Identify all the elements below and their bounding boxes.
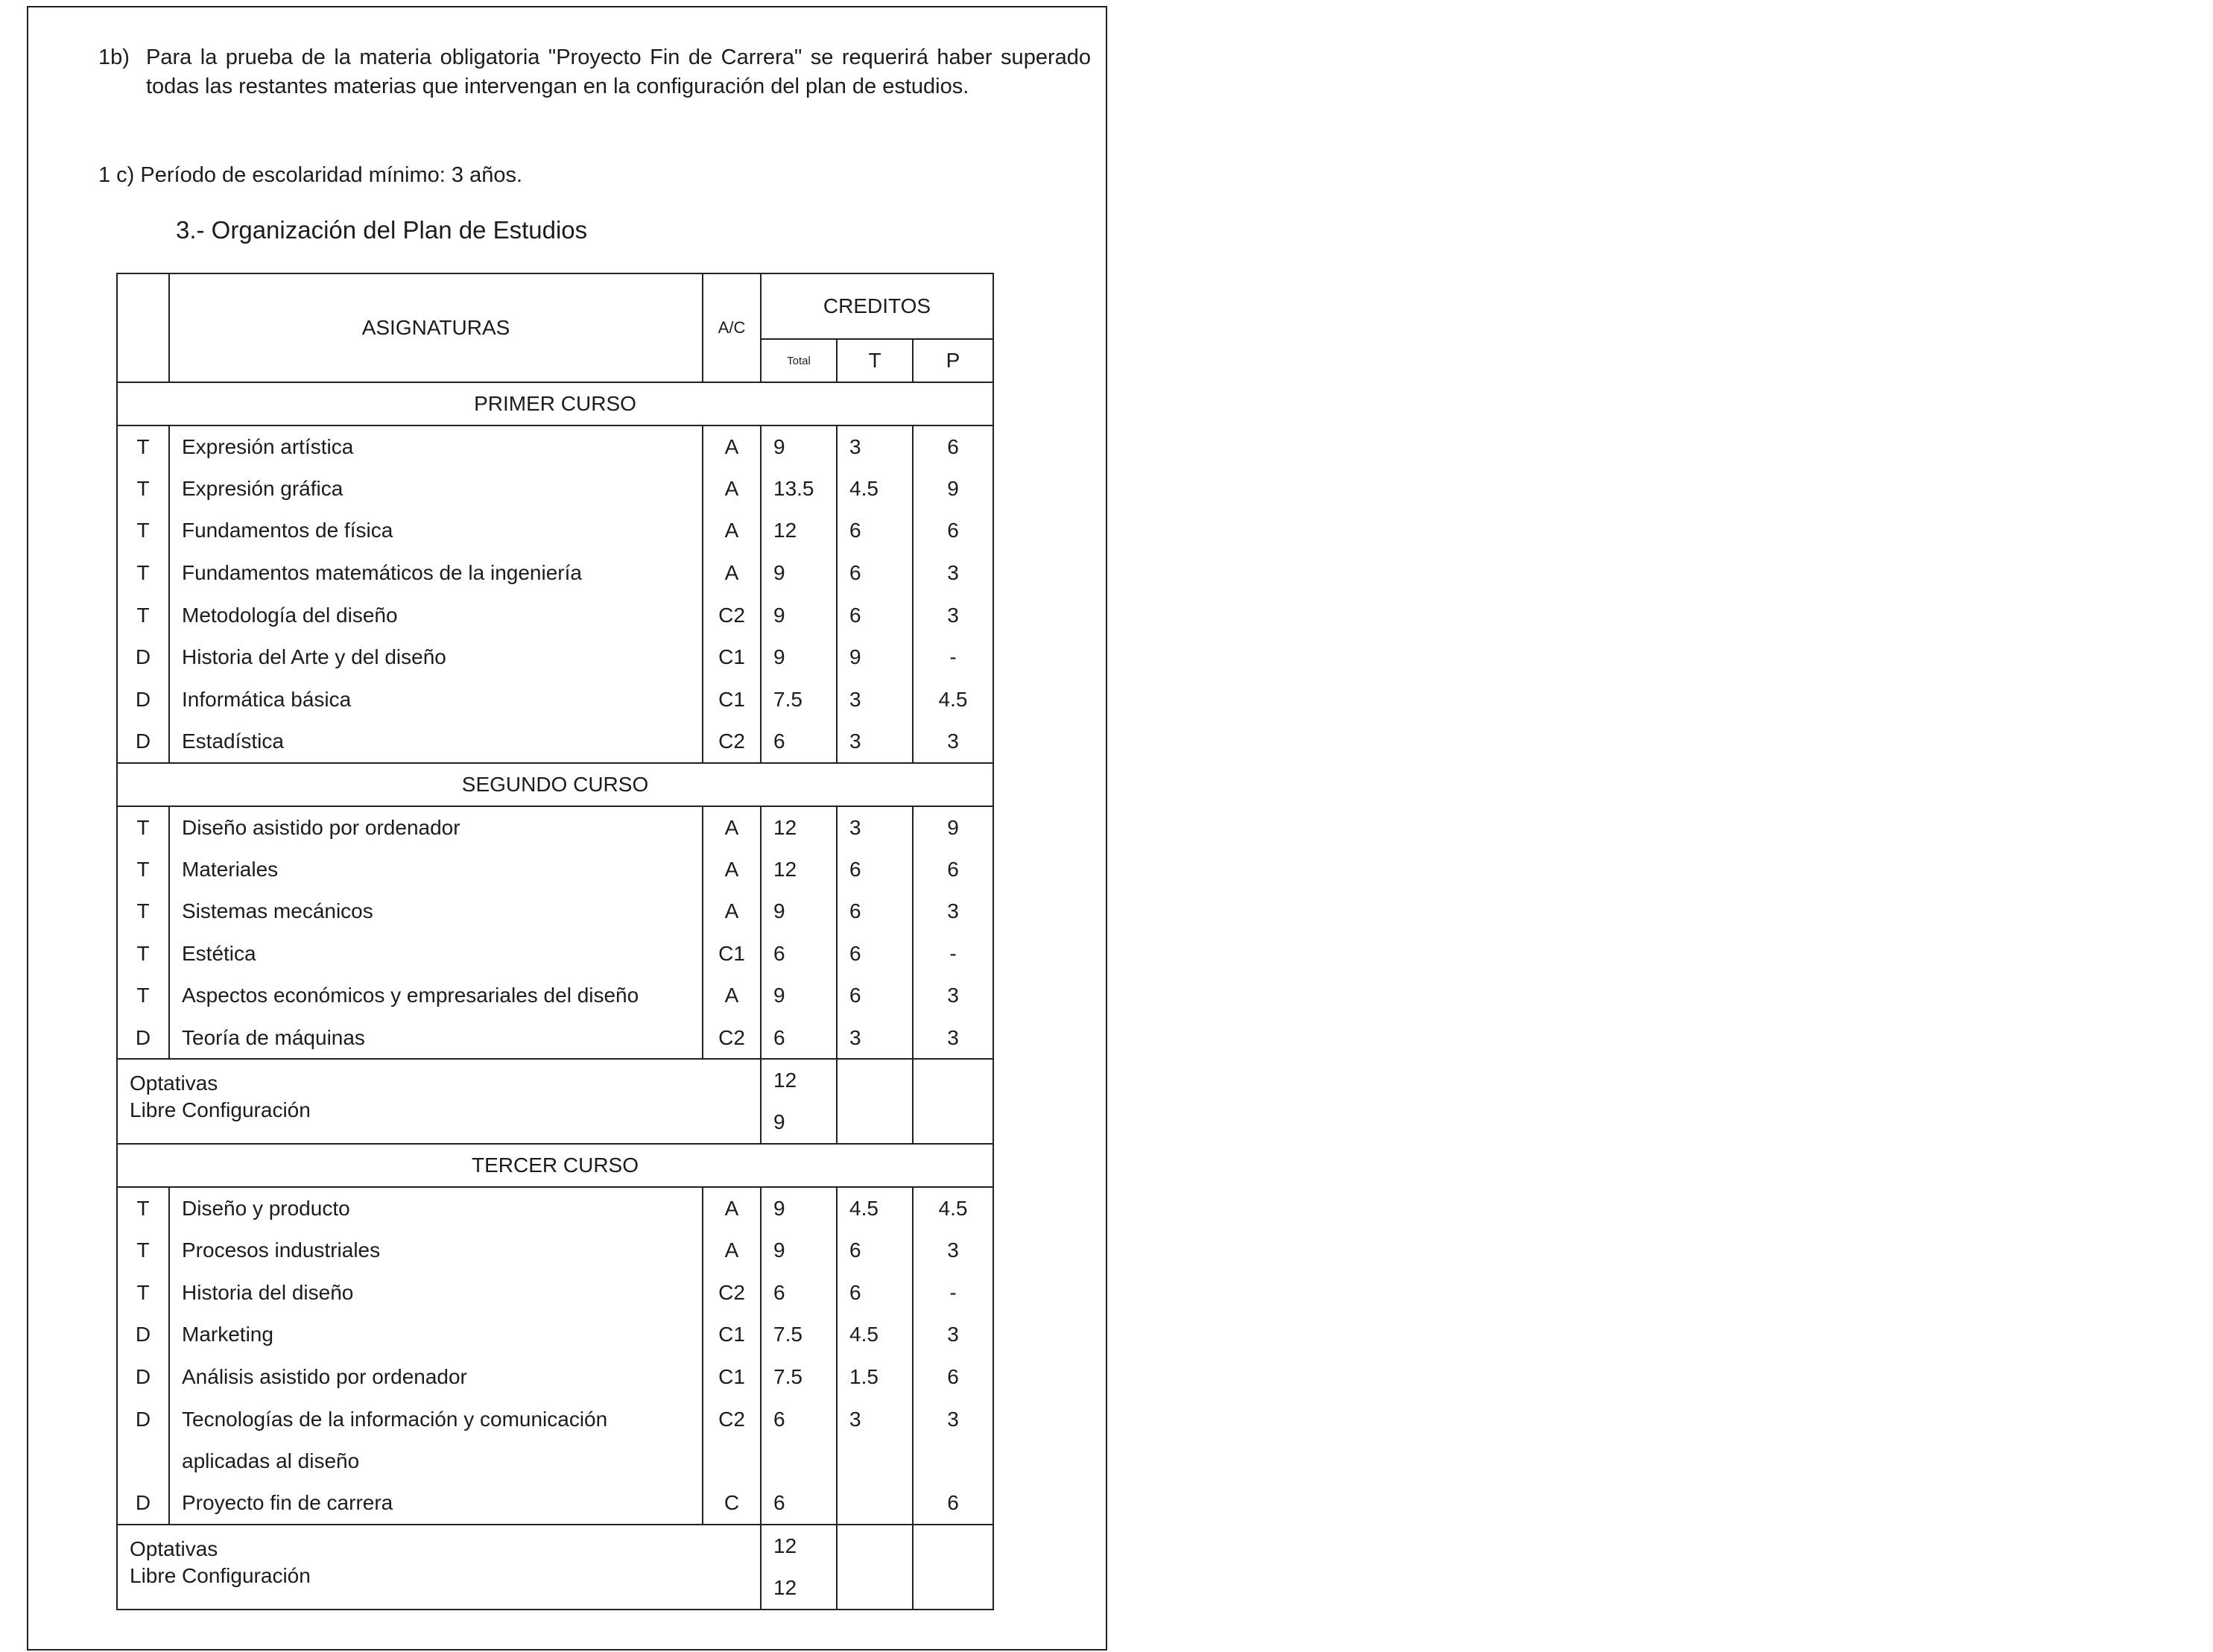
credits-total: 6 bbox=[761, 1482, 837, 1525]
subject-ac: C2 bbox=[703, 594, 761, 636]
credits-t: 6 bbox=[837, 1229, 913, 1272]
subject-ac: C bbox=[703, 1482, 761, 1525]
credits-total: 9 bbox=[761, 890, 837, 933]
credits-t: 3 bbox=[837, 721, 913, 763]
subject-name: Diseño y producto bbox=[169, 1187, 703, 1229]
table-row bbox=[117, 1398, 993, 1440]
credits-total: 9 bbox=[761, 425, 837, 468]
credits-total: 9 bbox=[761, 1229, 837, 1272]
credits-total: 12 bbox=[761, 510, 837, 552]
section-row bbox=[117, 763, 993, 806]
subject-type: D bbox=[117, 1398, 169, 1440]
subject-type: T bbox=[117, 425, 169, 468]
credits-t: 6 bbox=[837, 594, 913, 636]
subject-name: Procesos industriales bbox=[169, 1229, 703, 1272]
optativas-t-empty bbox=[837, 1059, 913, 1144]
table-row bbox=[117, 848, 993, 890]
credits-t: 6 bbox=[837, 552, 913, 595]
credits-total: 7.5 bbox=[761, 1356, 837, 1399]
table-row bbox=[117, 806, 993, 849]
subject-type: T bbox=[117, 975, 169, 1017]
credits-total bbox=[761, 1440, 837, 1483]
credits-p bbox=[913, 1440, 993, 1483]
credits-t bbox=[837, 1482, 913, 1525]
credits-t: 4.5 bbox=[837, 468, 913, 510]
subject-name: Expresión gráfica bbox=[169, 468, 703, 510]
subject-ac: C1 bbox=[703, 1314, 761, 1356]
subject-type: T bbox=[117, 890, 169, 933]
credits-total: 6 bbox=[761, 1398, 837, 1440]
optativas-credits: 12 bbox=[773, 1069, 797, 1092]
credits-total: 6 bbox=[761, 1272, 837, 1314]
subject-type: D bbox=[117, 679, 169, 721]
credits-p: 3 bbox=[913, 975, 993, 1017]
optativas-values bbox=[761, 1059, 837, 1144]
subject-name: Marketing bbox=[169, 1314, 703, 1356]
credits-t: 1.5 bbox=[837, 1356, 913, 1399]
credits-t: 6 bbox=[837, 933, 913, 975]
credits-p: 6 bbox=[913, 425, 993, 468]
optativas-text: Optativas bbox=[130, 1537, 218, 1561]
subject-type: D bbox=[117, 1314, 169, 1356]
credits-t: 6 bbox=[837, 510, 913, 552]
section-title: SEGUNDO CURSO bbox=[117, 763, 993, 806]
table-row bbox=[117, 975, 993, 1017]
subject-type: T bbox=[117, 510, 169, 552]
credits-p: 6 bbox=[913, 1482, 993, 1525]
table-row bbox=[117, 552, 993, 595]
subject-ac bbox=[703, 1440, 761, 1483]
header-t: T bbox=[837, 339, 913, 382]
subject-name: Tecnologías de la información y comunicación bbox=[169, 1398, 703, 1440]
credits-total: 13.5 bbox=[761, 468, 837, 510]
libre-configuracion-credits: 9 bbox=[773, 1110, 785, 1134]
credits-t: 3 bbox=[837, 1398, 913, 1440]
subject-ac: C1 bbox=[703, 636, 761, 679]
table-row bbox=[117, 679, 993, 721]
header-ac: A/C bbox=[703, 273, 761, 382]
optativas-label bbox=[117, 1059, 761, 1144]
credits-p: 3 bbox=[913, 1229, 993, 1272]
subject-ac: C1 bbox=[703, 933, 761, 975]
credits-t: 6 bbox=[837, 848, 913, 890]
table-row bbox=[117, 1440, 993, 1483]
optativas-row bbox=[117, 1525, 993, 1610]
credits-p: 3 bbox=[913, 1017, 993, 1060]
study-plan-table bbox=[116, 273, 994, 1610]
optativas-p-empty bbox=[913, 1525, 993, 1610]
credits-t: 3 bbox=[837, 1017, 913, 1060]
subject-name: aplicadas al diseño bbox=[169, 1440, 703, 1483]
subject-ac: C1 bbox=[703, 679, 761, 721]
credits-t: 3 bbox=[837, 679, 913, 721]
credits-p: 3 bbox=[913, 552, 993, 595]
credits-t: 6 bbox=[837, 1272, 913, 1314]
subject-type: T bbox=[117, 1229, 169, 1272]
credits-t bbox=[837, 1440, 913, 1483]
credits-t: 6 bbox=[837, 975, 913, 1017]
section-title: TERCER CURSO bbox=[117, 1144, 993, 1187]
section-row bbox=[117, 1144, 993, 1187]
credits-p: 3 bbox=[913, 890, 993, 933]
table-row bbox=[117, 1017, 993, 1060]
subject-name: Sistemas mecánicos bbox=[169, 890, 703, 933]
credits-total: 9 bbox=[761, 594, 837, 636]
credits-p: 6 bbox=[913, 848, 993, 890]
credits-t: 9 bbox=[837, 636, 913, 679]
subject-type: T bbox=[117, 468, 169, 510]
subject-name: Teoría de máquinas bbox=[169, 1017, 703, 1060]
credits-p: - bbox=[913, 636, 993, 679]
subject-name: Fundamentos matemáticos de la ingeniería bbox=[169, 552, 703, 595]
subject-name: Proyecto fin de carrera bbox=[169, 1482, 703, 1525]
subject-ac: C2 bbox=[703, 1398, 761, 1440]
credits-total: 12 bbox=[761, 848, 837, 890]
subject-name: Materiales bbox=[169, 848, 703, 890]
table-row bbox=[117, 1272, 993, 1314]
subject-type: D bbox=[117, 636, 169, 679]
credits-p: 3 bbox=[913, 1314, 993, 1356]
subject-ac: A bbox=[703, 552, 761, 595]
table-row bbox=[117, 594, 993, 636]
credits-total: 12 bbox=[761, 806, 837, 849]
subject-type: T bbox=[117, 594, 169, 636]
subject-name: Diseño asistido por ordenador bbox=[169, 806, 703, 849]
table-row bbox=[117, 1229, 993, 1272]
subject-name: Metodología del diseño bbox=[169, 594, 703, 636]
subject-ac: C2 bbox=[703, 1017, 761, 1060]
subject-ac: A bbox=[703, 425, 761, 468]
subject-ac: C2 bbox=[703, 1272, 761, 1314]
credits-p: 9 bbox=[913, 806, 993, 849]
subject-ac: A bbox=[703, 468, 761, 510]
subject-type: D bbox=[117, 721, 169, 763]
credits-total: 9 bbox=[761, 1187, 837, 1229]
credits-p: - bbox=[913, 933, 993, 975]
subject-type: T bbox=[117, 848, 169, 890]
subject-ac: C2 bbox=[703, 721, 761, 763]
credits-t: 4.5 bbox=[837, 1187, 913, 1229]
header-creditos: CREDITOS bbox=[761, 273, 993, 339]
table-row bbox=[117, 468, 993, 510]
section-heading: 3.- Organización del Plan de Estudios bbox=[176, 216, 588, 244]
subject-type: D bbox=[117, 1017, 169, 1060]
subject-type: D bbox=[117, 1356, 169, 1399]
optativas-values bbox=[761, 1525, 837, 1610]
libre-configuracion-credits: 12 bbox=[773, 1576, 797, 1600]
credits-p: 9 bbox=[913, 468, 993, 510]
paragraph-1c: 1 c) Período de escolaridad mínimo: 3 años. bbox=[98, 163, 523, 187]
section-title: PRIMER CURSO bbox=[117, 382, 993, 425]
table-row bbox=[117, 636, 993, 679]
libre-configuracion-text: Libre Configuración bbox=[130, 1098, 311, 1122]
credits-p: 3 bbox=[913, 1398, 993, 1440]
table-row bbox=[117, 1314, 993, 1356]
optativas-text: Optativas bbox=[130, 1072, 218, 1095]
libre-configuracion-text: Libre Configuración bbox=[130, 1564, 311, 1588]
credits-t: 3 bbox=[837, 425, 913, 468]
table-row bbox=[117, 1356, 993, 1399]
subject-name: Estadística bbox=[169, 721, 703, 763]
subject-name: Análisis asistido por ordenador bbox=[169, 1356, 703, 1399]
header-type-cell bbox=[117, 273, 169, 382]
optativas-credits: 12 bbox=[773, 1534, 797, 1558]
subject-ac: A bbox=[703, 806, 761, 849]
table-row bbox=[117, 721, 993, 763]
subject-type: T bbox=[117, 806, 169, 849]
optativas-label bbox=[117, 1525, 761, 1610]
optativas-p-empty bbox=[913, 1059, 993, 1144]
table-row bbox=[117, 933, 993, 975]
subject-ac: A bbox=[703, 510, 761, 552]
credits-total: 7.5 bbox=[761, 679, 837, 721]
header-p: P bbox=[913, 339, 993, 382]
credits-total: 6 bbox=[761, 721, 837, 763]
credits-t: 3 bbox=[837, 806, 913, 849]
credits-total: 7.5 bbox=[761, 1314, 837, 1356]
subject-ac: A bbox=[703, 848, 761, 890]
table-row bbox=[117, 425, 993, 468]
subject-name: Expresión artística bbox=[169, 425, 703, 468]
credits-p: 6 bbox=[913, 510, 993, 552]
paragraph-1b-text: Para la prueba de la materia obligatoria "Proyecto Fin de Carrera" se requerirá haber superado todas las restantes materias que intervengan en la configuración del plan de estudios. bbox=[146, 45, 1091, 98]
section-row bbox=[117, 382, 993, 425]
subject-name: Aspectos económicos y empresariales del diseño bbox=[169, 975, 703, 1017]
credits-p: 4.5 bbox=[913, 1187, 993, 1229]
header-total: Total bbox=[761, 339, 837, 382]
optativas-t-empty bbox=[837, 1525, 913, 1610]
subject-ac: A bbox=[703, 975, 761, 1017]
table-row bbox=[117, 890, 993, 933]
header-asignaturas: ASIGNATURAS bbox=[169, 273, 703, 382]
table-row bbox=[117, 1482, 993, 1525]
credits-total: 6 bbox=[761, 1017, 837, 1060]
credits-p: - bbox=[913, 1272, 993, 1314]
credits-p: 3 bbox=[913, 721, 993, 763]
credits-p: 4.5 bbox=[913, 679, 993, 721]
subject-type: T bbox=[117, 1272, 169, 1314]
credits-p: 6 bbox=[913, 1356, 993, 1399]
subject-ac: A bbox=[703, 1229, 761, 1272]
subject-name: Historia del Arte y del diseño bbox=[169, 636, 703, 679]
table-row bbox=[117, 510, 993, 552]
subject-type: T bbox=[117, 1187, 169, 1229]
credits-total: 9 bbox=[761, 975, 837, 1017]
paragraph-1b-label: 1b) bbox=[98, 45, 130, 69]
subject-type: T bbox=[117, 933, 169, 975]
subject-ac: C1 bbox=[703, 1356, 761, 1399]
subject-type bbox=[117, 1440, 169, 1483]
credits-total: 6 bbox=[761, 933, 837, 975]
subject-ac: A bbox=[703, 1187, 761, 1229]
credits-total: 9 bbox=[761, 636, 837, 679]
subject-name: Fundamentos de física bbox=[169, 510, 703, 552]
optativas-row bbox=[117, 1059, 993, 1144]
subject-type: T bbox=[117, 552, 169, 595]
credits-total: 9 bbox=[761, 552, 837, 595]
table-row bbox=[117, 1187, 993, 1229]
subject-name: Informática básica bbox=[169, 679, 703, 721]
subject-ac: A bbox=[703, 890, 761, 933]
credits-t: 4.5 bbox=[837, 1314, 913, 1356]
subject-type: D bbox=[117, 1482, 169, 1525]
credits-t: 6 bbox=[837, 890, 913, 933]
subject-name: Historia del diseño bbox=[169, 1272, 703, 1314]
credits-p: 3 bbox=[913, 594, 993, 636]
subject-name: Estética bbox=[169, 933, 703, 975]
